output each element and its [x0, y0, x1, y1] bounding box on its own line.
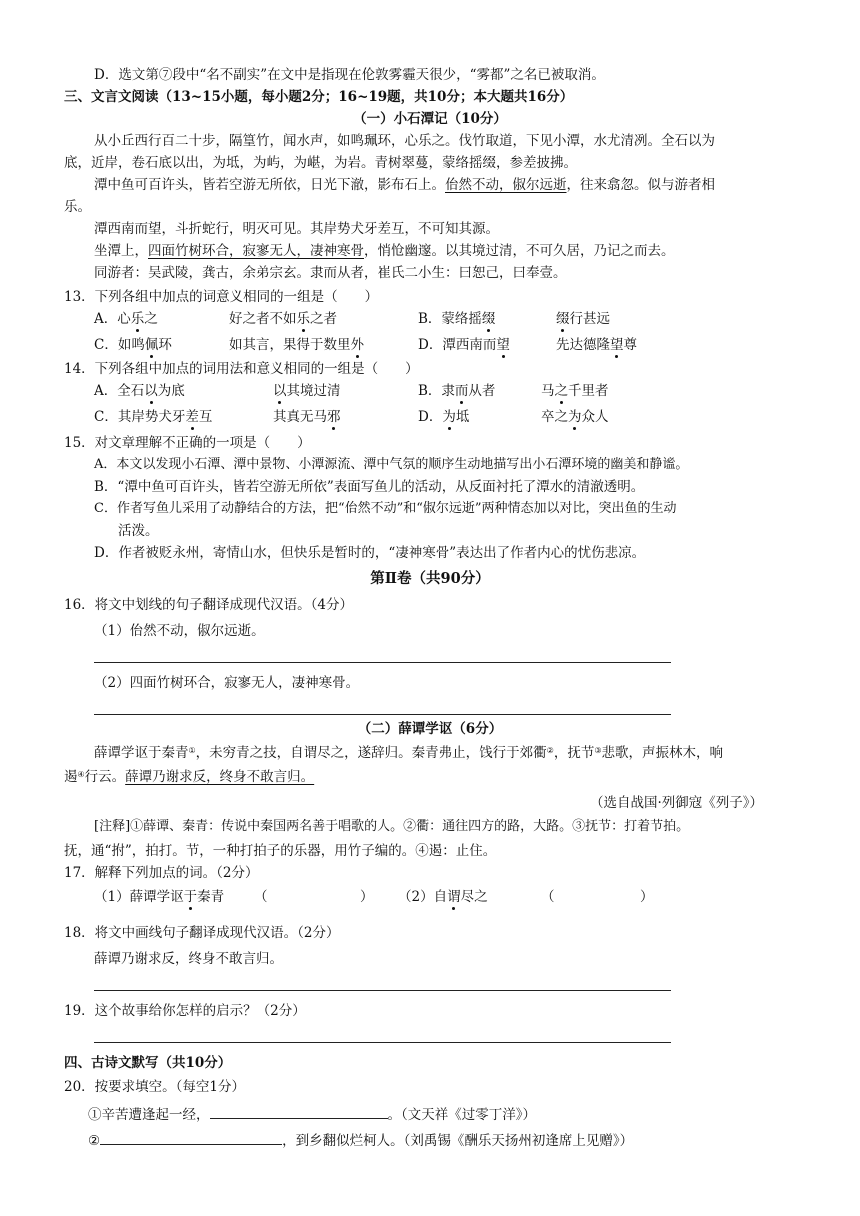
q17-item-2: （2）自谓尽之 [398, 889, 488, 905]
passage-1-line: 底，近岸，卷石底以出，为坻，为屿，为嵁，为岩。青树翠蔓，蒙络摇缀，参差披拂。 [64, 155, 577, 171]
q20-stem: 20．按要求填空。（每空1分） [64, 1079, 246, 1095]
section-3-heading: 三、文言文阅读（13~15小题，每小题2分；16~19题，共10分；本大题共16分） [64, 89, 574, 105]
section-4-heading: 四、古诗文默写（共10分） [64, 1055, 232, 1071]
passage-1-line: 乐。 [64, 199, 91, 215]
q14-option-d1: D．为坻 [418, 409, 470, 425]
q14-stem: 14．下列各组中加点的词用法和意义相同的一组是（ ） [64, 361, 419, 377]
passage-2-source: （选自战国·列御寇《列子》） [590, 795, 764, 811]
answer-line[interactable] [94, 1042, 671, 1043]
q14-option-a2: 以其境过清 [273, 383, 341, 399]
q15-option-c-cont: 活泼。 [118, 523, 159, 539]
passage-1-line: 同游者：吴武陵，龚古，余弟宗玄。隶而从者，崔氏二小生：曰恕己，曰奉壹。 [94, 265, 567, 281]
q13-stem: 13．下列各组中加点的词意义相同的一组是（ ） [64, 289, 379, 305]
passage-2-line: 遏④行云。薛谭乃谢求反，终身不敢言归。 [64, 769, 315, 785]
passage-2-line: 薛谭学讴于秦青①，未穷青之技，自谓尽之，遂辞归。秦青弗止，饯行于郊衢②，抚节③悲歌，声振林木，响 [94, 745, 724, 761]
q14-option-b1: B．隶而从者 [418, 383, 496, 399]
q14-option-c2: 其真无马邪 [273, 409, 341, 425]
q18-stem: 18．将文中画线句子翻译成现代汉语。（2分） [64, 925, 340, 941]
q19-stem: 19．这个故事给你怎样的启示？（2分） [64, 1003, 306, 1019]
answer-line[interactable] [94, 990, 671, 991]
q14-option-c1: C．其岸势犬牙差互 [94, 409, 213, 425]
q17-blank-1[interactable]: （ [254, 889, 268, 905]
q14-option-b2: 马之千里者 [541, 383, 609, 399]
q15-stem: 15．对文章理解不正确的一项是（ ） [64, 435, 311, 451]
q16-stem: 16．将文中划线的句子翻译成现代汉语。（4分） [64, 597, 354, 613]
q15-option-d: D．作者被贬永州，寄情山水，但快乐是暂时的，“凄神寒骨”表达出了作者内心的忧伤悲凉。 [94, 545, 646, 561]
volume-2-title: 第Ⅱ卷（共90分） [370, 570, 490, 587]
q14-option-a1: A．全石以为底 [94, 383, 185, 399]
passage-2-title: （二）薛谭学讴（6分） [357, 721, 503, 737]
q20-line-2: ② ，到乡翻似烂柯人。（刘禹锡《酬乐天扬州初逢席上见赠》） [88, 1130, 633, 1150]
q15-option-c: C．作者写鱼儿采用了动静结合的方法，把“佁然不动”和“俶尔远逝”两种情态加以对比，突出鱼的生动 [94, 501, 677, 516]
q13-option-d1: D．潭西南而望 [418, 337, 510, 353]
q13-option-d2: 先达德隆望尊 [556, 337, 637, 353]
q13-option-a2: 好之者不如乐之者 [229, 311, 337, 327]
q14-option-d2: 卒之为众人 [541, 409, 609, 425]
q13-option-c1: C．如鸣佩环 [94, 337, 172, 353]
passage-1-line: 潭中鱼可百许头，皆若空游无所依，日光下澈，影布石上。佁然不动，俶尔远逝，往来翕忽。似与游者相 [94, 177, 715, 193]
q13-option-a1: A．心乐之 [94, 311, 158, 327]
annotation-cont: 抚，通“拊”，拍打。节，一种打拍子的乐器，用竹子编的。④遏：止住。 [64, 843, 497, 859]
q18-sentence: 薛谭乃谢求反，终身不敢言归。 [94, 951, 283, 967]
q20-line-1: ①辛苦遭逢起一经， 。（文天祥《过零丁洋》） [88, 1104, 536, 1124]
q17-blank-2-close: ） [640, 889, 654, 905]
answer-line[interactable] [94, 714, 671, 715]
q15-option-b: B．“潭中鱼可百许头，皆若空游无所依”表面写鱼儿的活动，从反面衬托了潭水的清澈透明。 [94, 479, 645, 495]
q13-option-c2: 如其言，果得于数里外 [229, 337, 364, 353]
q17-item-1: （1）薛谭学讴于秦青 [94, 889, 225, 905]
annotation: [注释]①薛谭、秦青：传说中秦国两名善于唱歌的人。②衢：通往四方的路，大路。③抚节：打着节拍。 [94, 819, 690, 834]
underlined-sentence-1: 佁然不动，俶尔远逝 [445, 177, 567, 193]
q12-option-d: D．选文第⑦段中“名不副实”在文中是指现在伦敦雾霾天很少，“雾都”之名已被取消。 [94, 67, 605, 83]
answer-line[interactable] [94, 662, 671, 663]
passage-1-line: 潭西南而望，斗折蛇行，明灭可见。其岸势犬牙差互，不可知其源。 [94, 221, 499, 237]
passage-1-line: 从小丘西行百二十步，隔篁竹，闻水声，如鸣珮环，心乐之。伐竹取道，下见小潭，水尤清冽。全石以为 [94, 133, 715, 149]
underlined-sentence-2: 四面竹树环合，寂寥无人，凄神寒骨 [148, 243, 364, 259]
q17-blank-2[interactable]: （ [541, 889, 555, 905]
q13-option-b1: B．蒙络摇缀 [418, 311, 496, 327]
q16-sentence-2: （2）四面竹树环合，寂寥无人，凄神寒骨。 [94, 675, 360, 691]
q13-option-b2: 缀行甚远 [556, 311, 610, 327]
q17-blank-1-close: ） [360, 889, 374, 905]
passage-1-title: （一）小石潭记（10分） [353, 111, 507, 127]
q16-sentence-1: （1）佁然不动，俶尔远逝。 [94, 623, 265, 639]
fill-blank-1[interactable] [210, 1104, 388, 1119]
q15-option-a: A．本文以发现小石潭、潭中景物、小潭源流、潭中气氛的顺序生动地描写出小石潭环境的幽美和静谧。 [94, 457, 689, 472]
underlined-sentence-3: 薛谭乃谢求反，终身不敢言归。 [125, 769, 315, 785]
fill-blank-2[interactable] [100, 1130, 282, 1145]
passage-1-line: 坐潭上，四面竹树环合，寂寥无人，凄神寒骨，悄怆幽邃。以其境过清，不可久居，乃记之而去。 [94, 243, 675, 259]
q17-stem: 17．解释下列加点的词。（2分） [64, 865, 259, 881]
